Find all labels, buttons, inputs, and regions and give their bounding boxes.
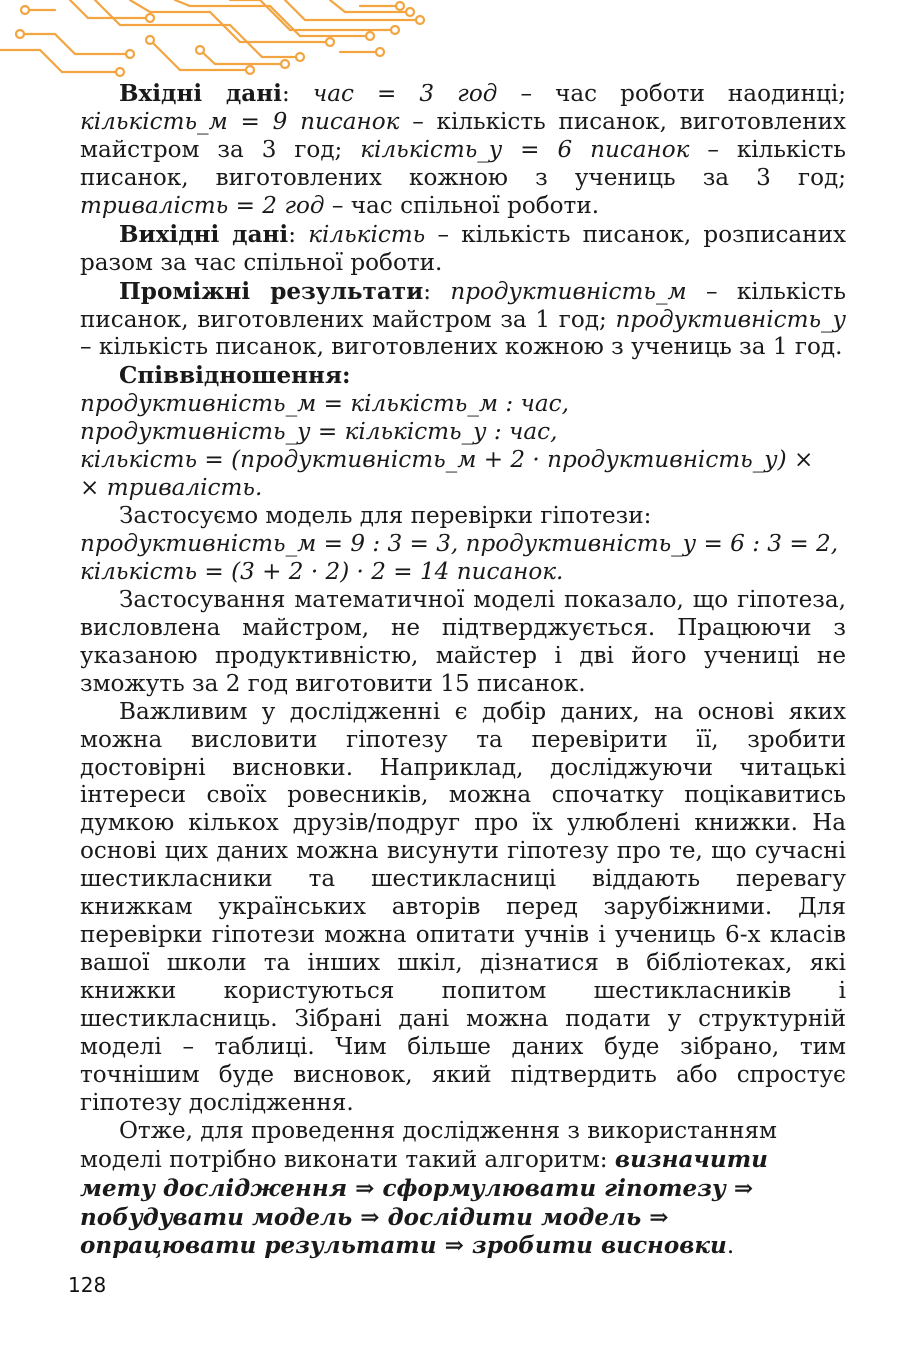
var-count-master-desc: – кількість писанок, виготовлених майстром за 3 год; <box>80 108 846 163</box>
input-data-paragraph <box>80 80 846 221</box>
intermediate-results-label: Проміжні результати <box>119 277 424 305</box>
output-data-paragraph <box>80 221 846 278</box>
formula-line: продуктивність_у = кількість_у : час, <box>80 419 558 446</box>
check-line: кількість = (3 + 2 · 2) · 2 = 14 писанок. <box>80 558 564 585</box>
output-data-label: Вихідні дані <box>119 220 289 248</box>
relations-label: Співвідношення <box>119 362 342 390</box>
var-duration-desc: – час спільної роботи. <box>324 192 600 219</box>
var-time: час = 3 год <box>312 81 498 107</box>
apply-model-paragraph: Застосуємо модель для перевірки гіпотези: <box>119 503 652 530</box>
relations-colon: : <box>342 362 351 390</box>
textbook-text <box>80 80 846 1261</box>
var-productivity-master: продуктивність_м <box>450 278 687 305</box>
input-data-label: Вхідні дані <box>119 80 282 107</box>
formula-line: × тривалість. <box>80 475 263 502</box>
conclusion-paragraph: Застосування математичної моделі показало, що гіпотеза, висловлена майстром, не підтверджується. Працюючи з указаною продуктивністю, майстер і дві його учениці не зможуть за 2 год виготовити 15 писанок. <box>80 586 846 697</box>
algorithm-paragraph <box>80 1118 846 1262</box>
formula-line: кількість = (продуктивність_м + 2 · продуктивність_у) × <box>80 447 814 474</box>
relations-heading <box>80 362 846 391</box>
intermediate-results-paragraph <box>80 278 846 363</box>
data-selection-paragraph: Важливим у дослідженні є добір даних, на основі яких можна висловити гіпотезу та перевірити її, зробити достовірні висновки. Наприклад, досліджуючи читацькі інтереси своїх ровесників, можна спочатку поцікавитись думкою кількох друзів/подруг про їх улюблені книжки. На основі цих даних можна висунути гіпотезу про те, що сучасні шестикласники та шестикласниці віддають перевагу книжкам українських авторів перед зарубіжними. Для перевірки гіпотези можна опитати учнів і учениць 6-х класів вашої школи та інших шкіл, дізнатися в бібліотеках, які книжки користуються попитом шестикласників і шестикласниць. Зібрані дані можна подати у структурній моделі – таблиці. Чим більше даних буде зібрано, тим точнішим буде висновок, який підтвердить або спростує гіпотезу дослідження. <box>80 698 846 1116</box>
algorithm-intro: Отже, для проведення дослідження з використанням моделі потрібно виконати такий алгоритм: <box>80 1117 778 1173</box>
circuit-board-decoration <box>0 0 440 80</box>
var-total-count: кількість <box>308 221 426 248</box>
var-productivity-student: продуктивність_у <box>615 306 846 333</box>
var-productivity-master-desc: – кількість писанок, виготовлених майстром за 1 год; <box>80 278 846 333</box>
var-duration: тривалість = 2 год <box>80 192 325 219</box>
intermediate-results-colon: : <box>423 278 451 305</box>
var-count-student: кількість_у = 6 писанок <box>360 136 690 163</box>
algorithm-end: . <box>726 1233 735 1260</box>
page-number: 128 <box>68 1273 107 1297</box>
var-count-student-desc: – кількість писанок, виготовлених кожною з учениць за 3 год; <box>80 136 847 191</box>
input-data-colon: : <box>281 81 313 107</box>
check-line: продуктивність_м = 9 : 3 = 3, продуктивність_у = 6 : 3 = 2, <box>80 531 839 557</box>
var-count-master: кількість_м = 9 писанок <box>80 108 400 135</box>
var-productivity-student-desc: – кількість писанок, виготовлених кожною з учениць за 1 год. <box>80 334 843 361</box>
var-time-desc: – час роботи наодинці; <box>497 81 846 107</box>
output-data-colon: : <box>288 221 309 248</box>
formula-line: продуктивність_м = кількість_м : час, <box>80 391 569 418</box>
var-total-count-desc: – кількість писанок, розписаних разом за час спільної роботи. <box>80 221 846 276</box>
algorithm-steps: визначити мету дослідження ⇒ сформулювати гіпотезу ⇒ побудувати модель ⇒ дослідити модель ⇒ опрацювати результати ⇒ зробити висновки <box>80 1145 768 1260</box>
